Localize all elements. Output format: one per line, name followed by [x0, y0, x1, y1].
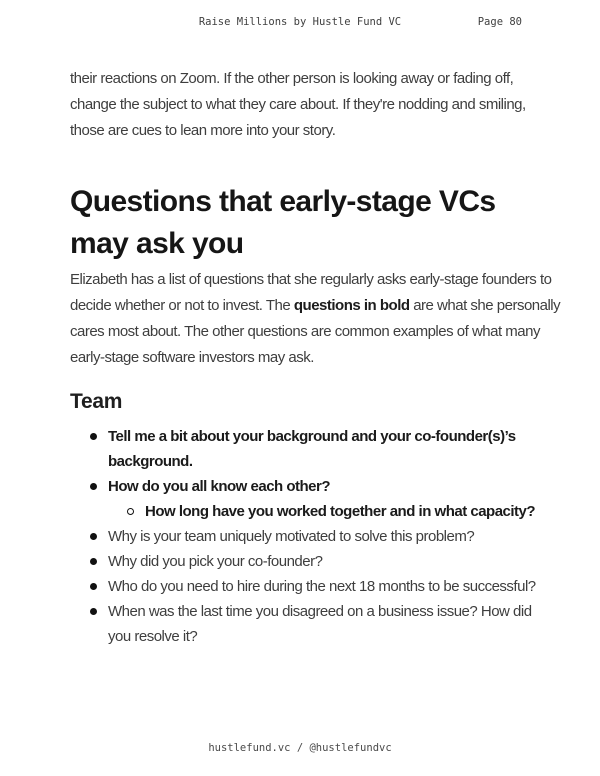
question-item: [70, 549, 540, 574]
bullet-icon: [90, 433, 97, 440]
question-item: [70, 474, 540, 499]
question-item: [70, 499, 540, 524]
footer-site-label: hustlefund.vc / @hustlefundvc: [208, 742, 392, 754]
hollow-bullet-icon: [127, 508, 134, 515]
bullet-icon: [90, 533, 97, 540]
team-question-list: [70, 424, 540, 649]
bullet-icon: [90, 483, 97, 490]
section-heading-line-2: may ask you: [70, 227, 244, 260]
question-item: [70, 524, 540, 549]
page-number: Page 80: [477, 16, 522, 28]
text-segment: are what she personally cares most about. The other questions are common examples of what many early-stage software investors may ask.: [70, 297, 561, 366]
bullet-icon: [90, 608, 97, 615]
team-heading: Team: [70, 390, 123, 413]
text-segment: Elizabeth has a list of questions that she regularly asks early-stage founders to decide whether or not to invest. The: [70, 271, 552, 314]
page-footer: [0, 742, 600, 754]
question-text: Why is your team uniquely motivated to solve this problem?: [108, 528, 475, 545]
question-item: [70, 599, 540, 649]
question-item: [70, 574, 540, 599]
question-text: Why did you pick your co-founder?: [108, 553, 323, 570]
question-text: When was the last time you disagreed on a business issue? How did you resolve it?: [108, 603, 532, 645]
page-header: [0, 16, 600, 32]
intro-paragraph: their reactions on Zoom. If the other person is looking away or fading off, change the subject to what they care about. If they're nodding and smiling, those are cues to lean more into your story.: [70, 70, 526, 139]
question-item: [70, 424, 540, 474]
section-heading-line-1: Questions that early-stage VCs: [70, 185, 496, 218]
bullet-icon: [90, 583, 97, 590]
book-title: Raise Millions by Hustle Fund VC: [198, 16, 402, 28]
question-text: How long have you worked together and in what capacity?: [145, 503, 536, 520]
bold-text-segment: questions in bold: [293, 297, 410, 314]
question-text: Who do you need to hire during the next 18 months to be successful?: [108, 578, 536, 595]
bullet-icon: [90, 558, 97, 565]
section-description: [70, 267, 570, 371]
page-content: [70, 66, 570, 649]
question-text: Tell me a bit about your background and your co-founder(s)’s background.: [108, 428, 516, 470]
question-text: How do you all know each other?: [108, 478, 331, 495]
section-heading: [70, 181, 570, 265]
